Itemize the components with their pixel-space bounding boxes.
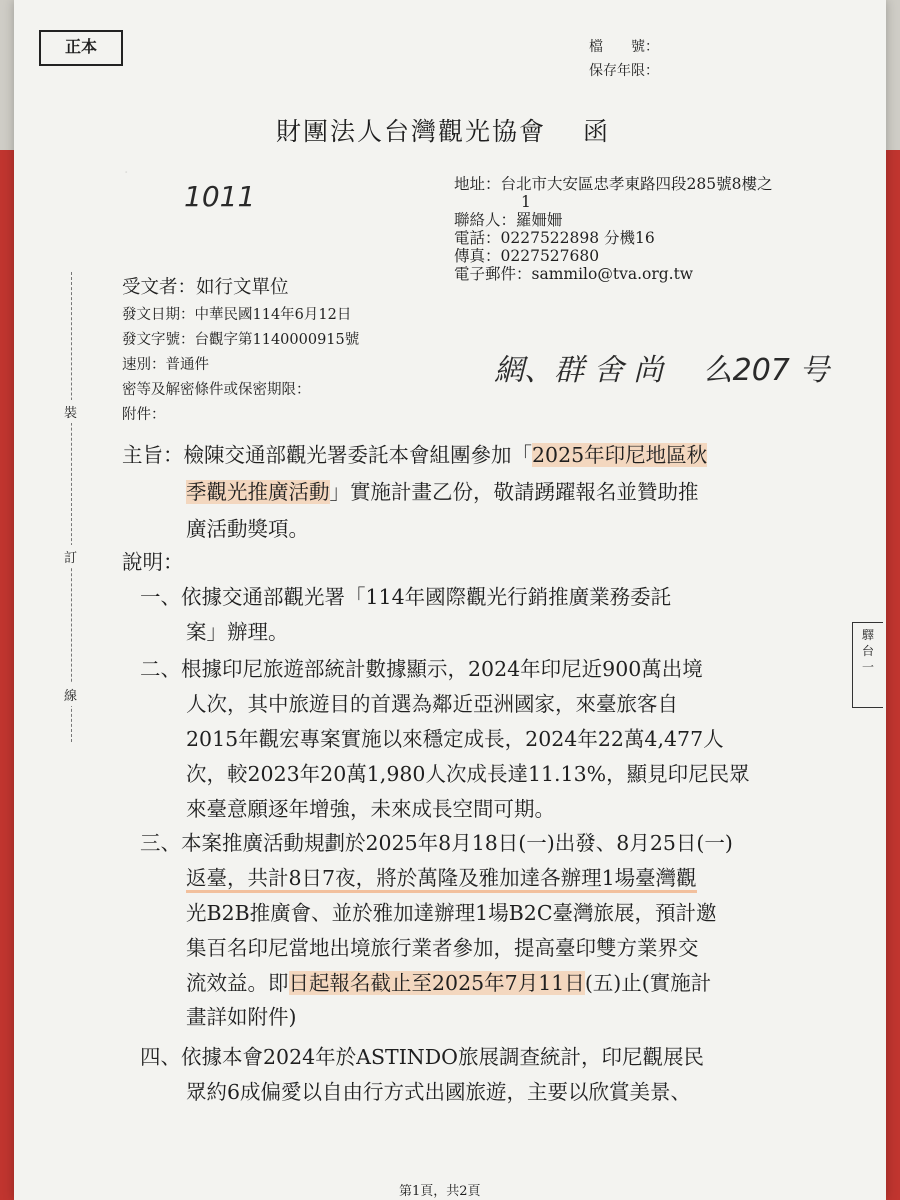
secrecy-level: 密等及解密條件或保密期限： (122, 382, 311, 398)
item3-line-6: 畫詳如附件) (186, 1005, 297, 1029)
item2-line-1: 二、根據印尼旅遊部統計數據顯示，2024年印尼近900萬出境 (140, 657, 703, 681)
receiver: 受文者：如行文單位 (122, 277, 289, 298)
item4-line-1: 四、依據本會2024年於ASTINDO旅展調查統計，印尼觀展民 (140, 1045, 704, 1069)
contact-fax: 傳真：0227527680 (454, 247, 600, 265)
binding-char-3: 線 (64, 683, 77, 706)
contact-phone: 電話：0227522898 分機16 (454, 229, 655, 247)
item3-text-5a: 流效益。即 (186, 971, 289, 995)
item3-line-4: 集百名印尼當地出境旅行業者參加，提高臺印雙方業界交 (186, 936, 699, 960)
item3-line-2 (186, 861, 697, 891)
binding-char-2: 訂 (64, 545, 77, 568)
bleed-through-text: · (124, 165, 129, 181)
subject-line-1 (122, 438, 707, 468)
subject-line-2 (186, 475, 699, 505)
handwritten-note: 網、群 舍 尚 么207 号 (494, 353, 830, 388)
retention-label: 保存年限： (589, 63, 659, 79)
item3-text-5c: (五)止(實施計 (584, 971, 712, 995)
item3-line-1: 三、本案推廣活動規劃於2025年8月18日(一)出發、8月25日(一) (140, 831, 733, 855)
item2-line-4: 次，較2023年20萬1,980人次成長達11.13%，顯見印尼民眾 (186, 762, 750, 786)
subject-highlight-1: 2025年印尼地區秋 (532, 443, 708, 467)
item1-line-2: 案」辦理。 (186, 620, 289, 644)
address-line-1: 地址：台北市大安區忠孝東路四段285號8樓之 (454, 175, 773, 193)
item2-line-3: 2015年觀宏專案實施以來穩定成長，2024年22萬4,477人 (186, 727, 724, 751)
item2-line-5: 來臺意願逐年增強，未來成長空間可期。 (186, 797, 555, 821)
letter-page (14, 0, 886, 1200)
file-number-label: 檔 號： (589, 39, 659, 55)
explanation-label: 說明： (122, 550, 184, 574)
document-number: 發文字號：台觀字第1140000915號 (122, 332, 360, 348)
item2-line-2: 人次，其中旅遊目的首選為鄰近亞洲國家，來臺旅客自 (186, 692, 678, 716)
contact-email: 電子郵件：sammilo@tva.org.tw (454, 265, 694, 283)
handwritten-number: 1011 (184, 180, 256, 213)
margin-stamp-char-3: 一 (861, 660, 874, 674)
subject-label: 主旨： (122, 443, 184, 467)
margin-stamp-char-2: 台 (861, 644, 874, 658)
item3-line-5 (186, 966, 711, 996)
issue-date: 發文日期：中華民國114年6月12日 (122, 307, 352, 323)
original-copy-stamp: 正本 (39, 30, 123, 66)
margin-stamp (852, 622, 883, 708)
item3-return-date: 返臺，共計8日7夜，將於萬隆及雅加達各辦理1場臺灣觀 (186, 866, 697, 893)
binding-guide-line (71, 272, 72, 742)
subject-text-2b: 」實施計畫乙份，敬請踴躍報名並贊助推 (329, 480, 699, 504)
subject-highlight-2: 季觀光推廣活動 (186, 480, 330, 504)
binding-char-1: 裝 (64, 400, 77, 423)
subject-line-3: 廣活動獎項。 (186, 517, 309, 541)
delivery-speed: 速別：普通件 (122, 357, 209, 373)
item3-line-3: 光B2B推廣會、並於雅加達辦理1場B2C臺灣旅展，預計邀 (186, 901, 717, 925)
address-line-2: 1 (521, 193, 531, 211)
margin-stamp-char-1: 驛 (861, 628, 874, 642)
item1-line-1: 一、依據交通部觀光署「114年國際觀光行銷推廣業務委託 (140, 585, 672, 609)
contact-person: 聯絡人：羅姍姍 (454, 211, 563, 229)
page-number: 第1頁，共2頁 (399, 1184, 481, 1199)
item3-deadline-highlight: 日起報名截止至2025年7月11日 (288, 971, 585, 995)
letter-title: 財團法人台灣觀光協會 函 (276, 117, 610, 146)
attachment-label: 附件： (122, 407, 166, 423)
subject-text-1a: 檢陳交通部觀光署委託本會組團參加「 (183, 443, 532, 467)
item4-line-2: 眾約6成偏愛以自由行方式出國旅遊，主要以欣賞美景、 (186, 1080, 692, 1104)
